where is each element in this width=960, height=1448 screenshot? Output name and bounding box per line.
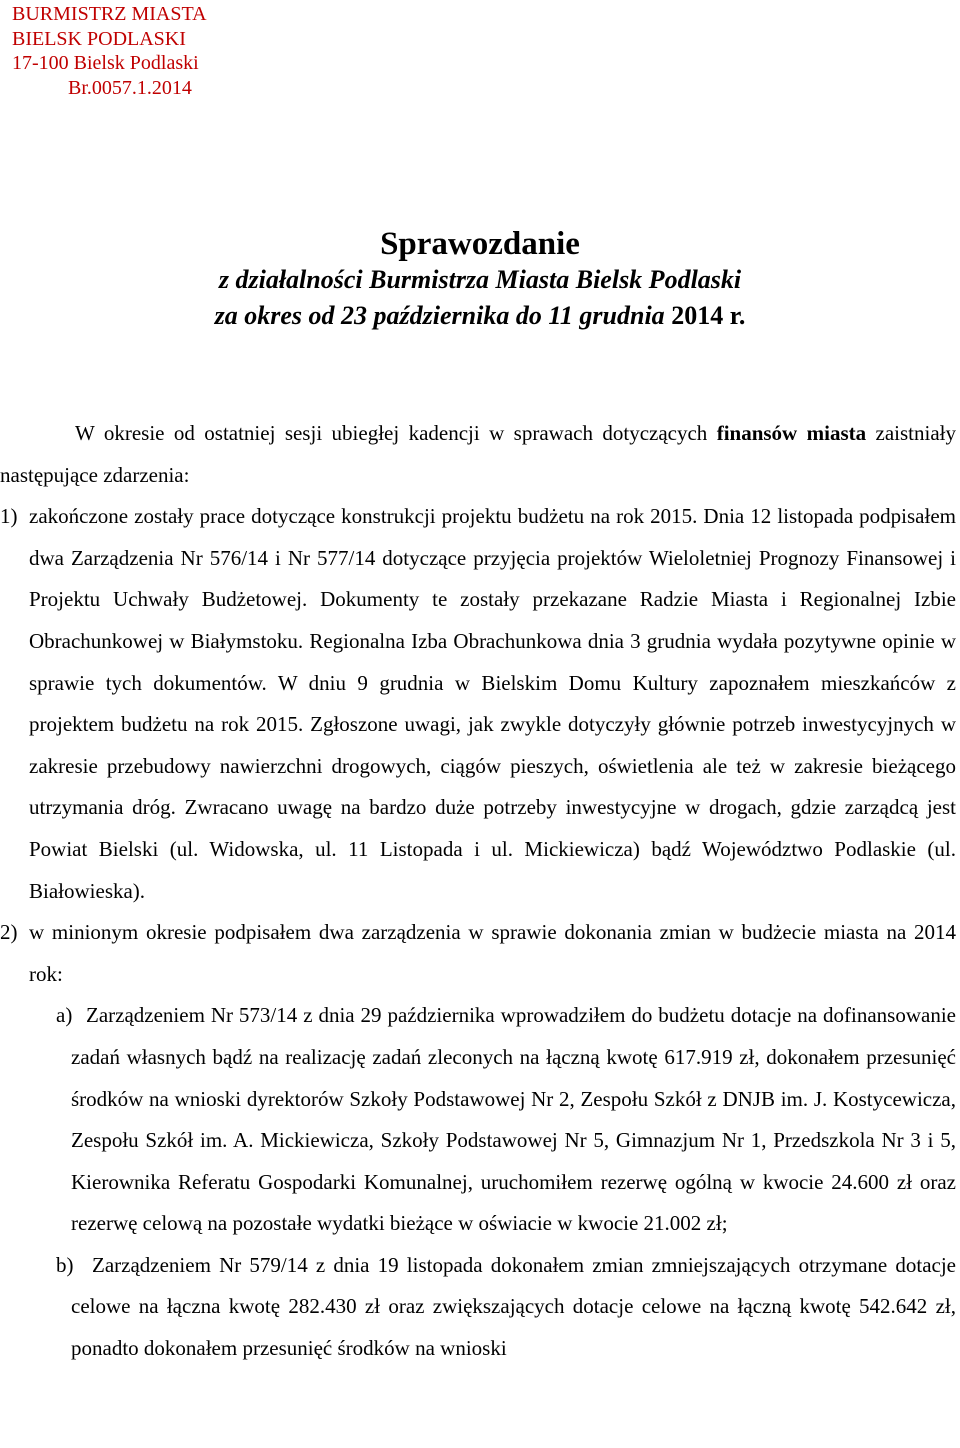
list-item-1-number: 1)	[0, 504, 18, 529]
list-item-1-text: zakończone zostały prace dotyczące konstrukcji projektu budżetu na rok 2015. Dnia 12 listopada podpisałem dwa Zarządzenia Nr 576/14 i Nr 577/14 dotyczące przyjęcia projektów Wieloletniej Prognozy Finansowej i Projektu Uchwały Budżetowej. Dokumenty te zostały przekazane Radzie Miasta i Regionalnej Izbie Obrachunkowej w Białymstoku. Regionalna Izba Obrachunkowa dnia 3 grudnia wydała pozytywne opinie w sprawie tych dokumentów. W dniu 9 grudnia w Bielskim Domu Kultury zapoznałem mieszkańców z projektem budżetu na rok 2015. Zgłoszone uwagi, jak zwykle dotyczyły głównie potrzeb inwestycyjnych w zakresie przebudowy nawierzchni drogowych, ciągów pieszych, oświetlenia ale też w zakresie bieżącego utrzymania dróg. Zwracano uwagę na bardzo duże potrzeby inwestycyjne w drogach, gdzie zarządcą jest Powiat Bielski (ul. Widowska, ul. 11 Listopada i ul. Mickiewicza) bądź Województwo Podlaskie (ul. Białowieska).	[29, 504, 956, 903]
letterhead-address: 17-100 Bielsk Podlaski	[12, 52, 199, 74]
sub-item-b	[0, 1245, 956, 1370]
letterhead-city: BIELSK PODLASKI	[12, 27, 186, 50]
page-title: Sprawozdanie	[380, 226, 580, 262]
intro-emphasis: finansów miasta	[716, 421, 867, 445]
list-item-2-number: 2)	[0, 920, 18, 945]
sub-item-a	[0, 995, 956, 1245]
title-period-year: 2014 r.	[664, 301, 746, 330]
list-item-1	[0, 496, 956, 912]
intro-paragraph	[0, 413, 956, 496]
letterhead	[12, 2, 207, 100]
document-signature: Br.0057.1.2014	[68, 76, 192, 99]
sub-item-b-text: Zarządzeniem Nr 579/14 z dnia 19 listopada dokonałem zmian zmniejszających otrzymane dotacje celowe na łączna kwotę 282.430 zł oraz zwiększających dotacje celowe na łączną kwotę 542.642 zł, ponadto dokonałem przesunięć środków na wnioski	[71, 1252, 956, 1361]
report-body	[0, 413, 956, 1370]
letterhead-office: BURMISTRZ MIASTA	[12, 3, 207, 25]
sub-item-b-label: b)	[56, 1252, 74, 1277]
title-period-range: za okres od 23 października do 11 grudnia	[214, 301, 665, 330]
title-block	[0, 226, 960, 334]
title-period	[0, 298, 960, 334]
list-item-2-text: w minionym okresie podpisałem dwa zarządzenia w sprawie dokonania zmian w budżecie miasta na 2014 rok:	[29, 920, 956, 986]
sub-item-a-text: Zarządzeniem Nr 573/14 z dnia 29 października wprowadziłem do budżetu dotacje na dofinansowanie zadań własnych bądź na realizację zadań zleconych na łączną kwotę 617.919 zł, dokonałem przesunięć środków na wnioski dyrektorów Szkoły Podstawowej Nr 2, Zespołu Szkół z DNJB im. J. Kostycewicza, Zespołu Szkół im. A. Mickiewicza, Szkoły Podstawowej Nr 5, Gimnazjum Nr 1, Przedszkola Nr 3 i 5, Kierownika Referatu Gospodarki Komunalnej, uruchomiłem rezerwę ogólną w kwocie 24.600 zł oraz rezerwę celową na pozostałe wydatki bieżące w oświacie w kwocie 21.002 zł;	[71, 1003, 956, 1236]
title-subject: z działalności Burmistrza Miasta Bielsk Podlaski	[218, 265, 742, 294]
list-item-2	[0, 912, 956, 995]
sub-item-a-label: a)	[56, 1003, 73, 1028]
intro-text-start: W okresie od ostatniej sesji ubiegłej kadencji w sprawach dotyczących	[75, 421, 717, 445]
intro-text-end: zaistniały następujące zdarzenia:	[0, 421, 956, 487]
